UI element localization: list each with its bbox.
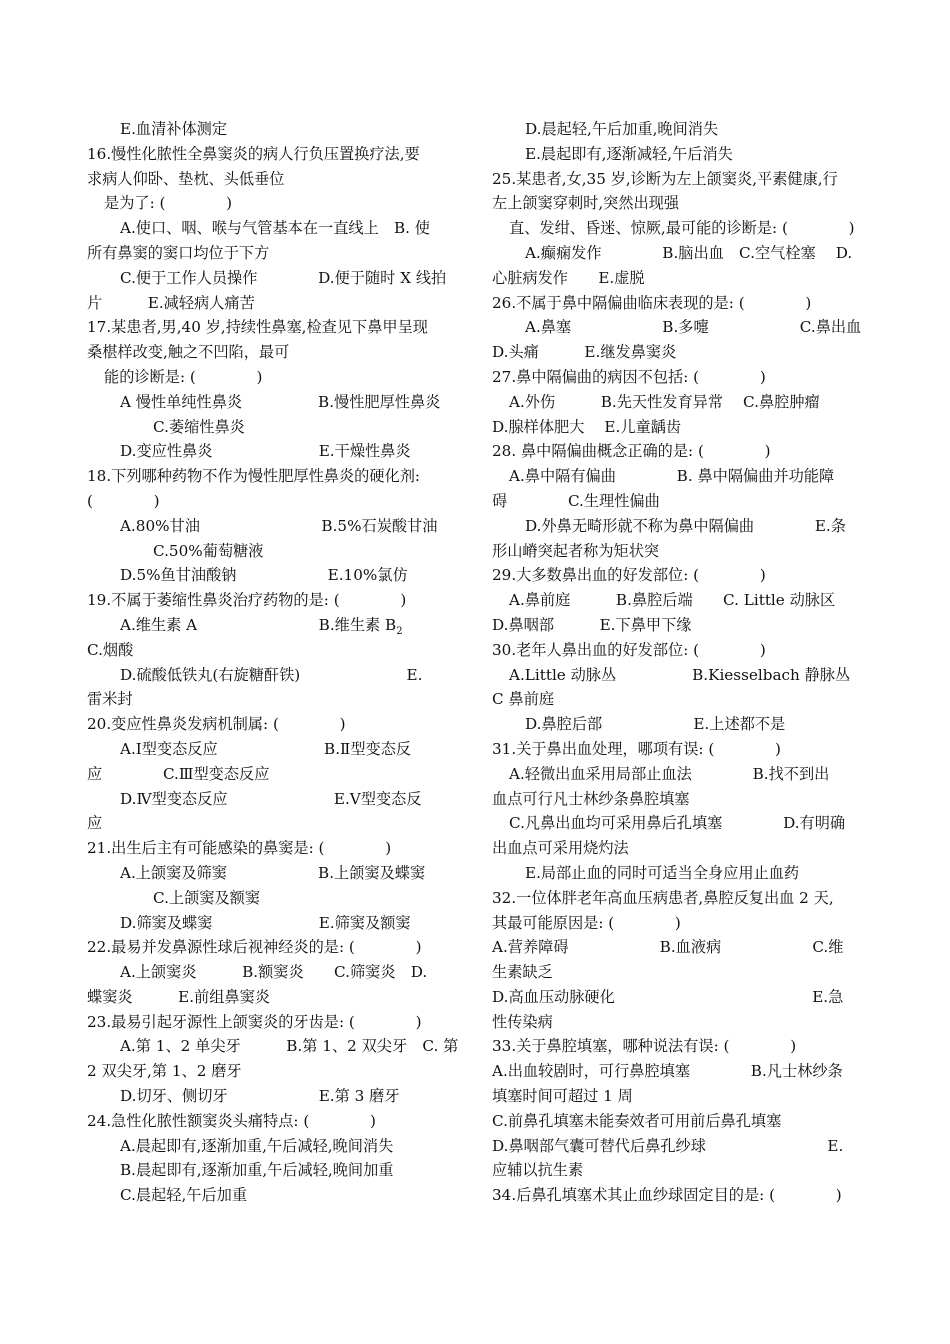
- text-line: [87, 960, 459, 985]
- text-line: [492, 985, 864, 1010]
- text-line: [492, 1183, 864, 1208]
- text-line-content: 31.关于鼻出血处理，哪项有误: ( ): [492, 739, 781, 758]
- text-line-content: A.使口、咽、喉与气管基本在一直线上 B. 使: [120, 219, 430, 238]
- text-line-content: C.前鼻孔填塞未能奏效者可用前后鼻孔填塞: [492, 1111, 782, 1130]
- text-line-content: 其最可能原因是: ( ): [492, 913, 681, 932]
- text-line: [492, 216, 864, 241]
- text-line-content: 30.老年人鼻出血的好发部位: ( ): [492, 640, 766, 659]
- text-line-content: A.上颌窦炎 B.额窦炎 C.筛窦炎 D.: [120, 963, 428, 982]
- text-line: [492, 315, 864, 340]
- text-line: [492, 911, 864, 936]
- text-line: [492, 1010, 864, 1035]
- text-line-content: 26.不属于鼻中隔偏曲临床表现的是: ( ): [492, 293, 812, 312]
- text-line: [87, 886, 459, 911]
- text-line-content: C.50%葡萄糖液: [153, 541, 264, 560]
- text-line-content: 血点可行凡士林纱条鼻腔填塞: [492, 789, 690, 808]
- text-line: [87, 935, 459, 960]
- text-line-content: 28. 鼻中隔偏曲概念正确的是: ( ): [492, 442, 771, 461]
- text-line-content: 求病人仰卧、垫枕、头低垂位: [87, 169, 285, 188]
- text-line: [87, 365, 459, 390]
- text-line-content: D.外鼻无畸形就不称为鼻中隔偏曲 E.条: [525, 516, 846, 535]
- text-line: [492, 1059, 864, 1084]
- text-line: [492, 1134, 864, 1159]
- text-line-content: 20.变应性鼻炎发病机制属: ( ): [87, 715, 346, 734]
- text-line-content: 应 C.Ⅲ型变态反应: [87, 764, 270, 783]
- text-line: [87, 861, 459, 886]
- text-line-content: C.便于工作人员操作 D.便于随时 X 线拍: [120, 268, 447, 287]
- text-line: [492, 712, 864, 737]
- text-line: [87, 985, 459, 1010]
- text-line: [87, 167, 459, 192]
- text-line: [87, 1183, 459, 1208]
- text-line: [87, 663, 459, 688]
- text-line-content: D.鼻咽部 E.下鼻甲下缘: [492, 615, 692, 634]
- text-line: [87, 241, 459, 266]
- text-line: [492, 861, 864, 886]
- text-line-content: D.晨起轻,午后加重,晚间消失: [525, 120, 719, 138]
- text-line-content: 2 双尖牙,第 1、2 磨牙: [87, 1062, 242, 1081]
- text-line: [492, 539, 864, 564]
- text-line: [87, 687, 459, 712]
- text-line: [87, 216, 459, 241]
- text-line-content: E.血清补体测定: [120, 120, 228, 138]
- text-line-content: A 慢性单纯性鼻炎 B.慢性肥厚性鼻炎: [120, 392, 441, 411]
- text-line-content: ( ): [87, 491, 160, 510]
- text-line-content: D.5%鱼甘油酸钠 E.10%氯仿: [120, 566, 408, 585]
- text-line: [87, 1084, 459, 1109]
- text-line-content: 所有鼻窦的窦口均位于下方: [87, 243, 270, 262]
- text-line: [87, 390, 459, 415]
- text-line: [87, 737, 459, 762]
- text-line-content: 33.关于鼻腔填塞，哪种说法有误: ( ): [492, 1037, 797, 1056]
- text-line-content: 27.鼻中隔偏曲的病因不包括: ( ): [492, 367, 766, 386]
- text-line-content: 形山嵴突起者称为矩状突: [492, 541, 660, 560]
- text-line: [492, 390, 864, 415]
- text-line: [87, 638, 459, 663]
- text-line: [492, 365, 864, 390]
- text-line-content: 能的诊断是: ( ): [104, 367, 263, 386]
- text-line-content: 23.最易引起牙源性上颌窦炎的牙齿是: ( ): [87, 1012, 422, 1031]
- text-line-content: A.晨起即有,逐渐加重,午后减轻,晚间消失: [120, 1136, 394, 1155]
- text-line: [87, 439, 459, 464]
- text-line-content: 18.下列哪种药物不作为慢性肥厚性鼻炎的硬化剂:: [87, 467, 421, 486]
- text-line-content: A.Little 动脉丛 B.Kiesselbach 静脉丛: [509, 665, 851, 684]
- text-line: [492, 638, 864, 663]
- text-line-content: A.鼻中隔有偏曲 B. 鼻中隔偏曲并功能障: [509, 467, 835, 486]
- text-line: [492, 935, 864, 960]
- text-line-content: A.第 1、2 单尖牙 B.第 1、2 双尖牙 C. 第: [120, 1037, 459, 1056]
- text-line-content: D.硫酸低铁丸(右旋糖酐铁) E.: [120, 665, 423, 684]
- text-line-content: D.筛窦及蝶窦 E.筛窦及额窦: [120, 913, 411, 932]
- text-line: [492, 266, 864, 291]
- text-line-content: D.Ⅳ型变态反应 E.Ⅴ型变态反: [120, 789, 422, 808]
- text-line: [492, 291, 864, 316]
- text-line-content: C.烟酸: [87, 640, 134, 659]
- text-line: [87, 415, 459, 440]
- text-line: [492, 464, 864, 489]
- text-line-content: 25.某患者,女,35 岁,诊断为左上颌窦炎,平素健康,行: [492, 169, 838, 188]
- text-line-content: B.晨起即有,逐渐加重,午后减轻,晚间加重: [120, 1161, 394, 1180]
- text-line-content: 出血点可采用烧灼法: [492, 839, 629, 858]
- text-line-content: A.癫痫发作 B.脑出血 C.空气栓塞 D.: [525, 243, 853, 262]
- text-line: [87, 613, 459, 638]
- text-line-content: A.鼻塞 B.多嚏 C.鼻出血: [525, 318, 862, 337]
- text-line-content: A.维生素 A B.维生素 B: [120, 615, 397, 634]
- text-line: [87, 1059, 459, 1084]
- text-line-content: D.切牙、侧切牙 E.第 3 磨牙: [120, 1087, 400, 1106]
- text-line-content: 22.最易并发鼻源性球后视神经炎的是: ( ): [87, 938, 422, 957]
- text-line: [492, 1084, 864, 1109]
- text-line-content: 生素缺乏: [492, 963, 553, 982]
- text-line-content: 应辅以抗生素: [492, 1161, 584, 1180]
- text-line: [87, 787, 459, 812]
- text-line-content: D.头痛 E.继发鼻窦炎: [492, 343, 677, 362]
- text-line-content: 左上颌窦穿刺时,突然出现强: [492, 194, 680, 213]
- text-line-content: C.上颌窦及额窦: [153, 888, 261, 907]
- text-line-content: 桑椹样改变,触之不凹陷，最可: [87, 343, 290, 362]
- text-line: [492, 787, 864, 812]
- text-line: [492, 960, 864, 985]
- text-line-content: 碍 C.生理性偏曲: [492, 491, 660, 510]
- text-line: [87, 266, 459, 291]
- text-line: [492, 588, 864, 613]
- text-line-content: A.鼻前庭 B.鼻腔后端 C. Little 动脉区: [509, 591, 836, 610]
- text-line: [492, 340, 864, 365]
- text-line: [492, 762, 864, 787]
- text-line-content: C.凡鼻出血均可采用鼻后孔填塞 D.有明确: [509, 814, 846, 833]
- text-line: [492, 439, 864, 464]
- text-line-content: A.营养障碍 B.血液病 C.维: [492, 938, 844, 957]
- right-column: [492, 117, 864, 1208]
- text-line: [87, 762, 459, 787]
- text-line: [87, 836, 459, 861]
- text-line: [492, 167, 864, 192]
- text-line-content: D.鼻腔后部 E.上述都不是: [525, 715, 786, 734]
- subscript: 2: [396, 625, 403, 637]
- text-line: [87, 588, 459, 613]
- text-line-content: A.出血较剧时，可行鼻腔填塞 B.凡士林纱条: [492, 1062, 843, 1081]
- text-line: [87, 811, 459, 836]
- text-line-content: C 鼻前庭: [492, 690, 555, 709]
- text-line-content: D.高血压动脉硬化 E.急: [492, 987, 844, 1006]
- text-line-content: 19.不属于萎缩性鼻炎治疗药物的是: ( ): [87, 591, 407, 610]
- text-line-content: 片 E.减轻病人痛苦: [87, 293, 255, 312]
- text-line-content: D.鼻咽部气囊可替代后鼻孔纱球 E.: [492, 1136, 844, 1155]
- text-line: [492, 687, 864, 712]
- text-line: [492, 663, 864, 688]
- text-line: [87, 315, 459, 340]
- text-line-content: A.轻微出血采用局部止血法 B.找不到出: [509, 764, 830, 783]
- text-line: [492, 241, 864, 266]
- text-line: [492, 737, 864, 762]
- text-line-content: C.晨起轻,午后加重: [120, 1186, 248, 1205]
- text-line-content: 性传染病: [492, 1012, 553, 1031]
- text-line-content: 16.慢性化脓性全鼻窦炎的病人行负压置换疗法,要: [87, 144, 420, 163]
- text-line: [492, 563, 864, 588]
- text-line: [492, 1158, 864, 1183]
- text-line: [492, 836, 864, 861]
- text-line-content: 32.一位体胖老年高血压病患者,鼻腔反复出血 2 天,: [492, 888, 834, 907]
- text-line: [87, 1010, 459, 1035]
- text-line-content: 填塞时间可超过 1 周: [492, 1087, 633, 1106]
- text-line-content: 29.大多数鼻出血的好发部位: ( ): [492, 566, 766, 585]
- text-line-content: 应: [87, 814, 103, 833]
- text-line: [87, 340, 459, 365]
- text-line: [492, 1109, 864, 1134]
- text-line: [492, 117, 864, 142]
- text-line: [87, 291, 459, 316]
- text-line: [492, 886, 864, 911]
- text-line-content: 24.急性化脓性额窦炎头痛特点: ( ): [87, 1111, 376, 1130]
- text-line: [87, 712, 459, 737]
- text-line-content: 17.某患者,男,40 岁,持续性鼻塞,检查见下鼻甲呈现: [87, 318, 428, 337]
- text-line: [492, 142, 864, 167]
- text-line: [87, 911, 459, 936]
- text-line-content: D.腺样体肥大 E.儿童龋齿: [492, 417, 682, 436]
- text-line: [87, 489, 459, 514]
- text-line-content: 21.出生后主有可能感染的鼻窦是: ( ): [87, 839, 392, 858]
- text-line: [87, 191, 459, 216]
- text-line: [87, 514, 459, 539]
- text-line-content: 是为了: ( ): [104, 194, 233, 213]
- text-line: [492, 811, 864, 836]
- text-line-content: A.80%甘油 B.5%石炭酸甘油: [120, 516, 438, 535]
- text-line: [87, 464, 459, 489]
- text-line: [87, 1134, 459, 1159]
- text-line-content: 雷米封: [87, 690, 133, 709]
- text-line: [87, 539, 459, 564]
- text-line-content: D.变应性鼻炎 E.干燥性鼻炎: [120, 442, 411, 461]
- text-line: [492, 613, 864, 638]
- text-line: [492, 191, 864, 216]
- text-line-content: A.上颌窦及筛窦 B.上颌窦及蝶窦: [120, 863, 426, 882]
- text-line: [87, 142, 459, 167]
- text-line: [492, 514, 864, 539]
- text-line: [87, 1158, 459, 1183]
- text-line: [492, 1034, 864, 1059]
- left-column: [87, 117, 459, 1208]
- text-line-content: 34.后鼻孔填塞术其止血纱球固定目的是: ( ): [492, 1186, 842, 1205]
- text-line: [492, 415, 864, 440]
- text-line: [87, 563, 459, 588]
- text-line-content: A.外伤 B.先天性发育异常 C.鼻腔肿瘤: [509, 392, 820, 411]
- text-line: [87, 1109, 459, 1134]
- text-line-content: E.晨起即有,逐渐减轻,午后消失: [525, 144, 733, 163]
- text-line-content: C.萎缩性鼻炎: [153, 417, 245, 436]
- text-line: [87, 1034, 459, 1059]
- text-line-content: A.Ⅰ型变态反应 B.Ⅱ型变态反: [120, 739, 412, 758]
- text-line-content: E.局部止血的同时可适当全身应用止血药: [525, 863, 800, 882]
- text-line-content: 蝶窦炎 E.前组鼻窦炎: [87, 987, 270, 1006]
- text-line-content: 直、发绀、昏迷、惊厥,最可能的诊断是: ( ): [509, 219, 855, 238]
- text-line: [87, 117, 459, 142]
- text-line-content: 心脏病发作 E.虚脱: [492, 268, 645, 287]
- text-line: [492, 489, 864, 514]
